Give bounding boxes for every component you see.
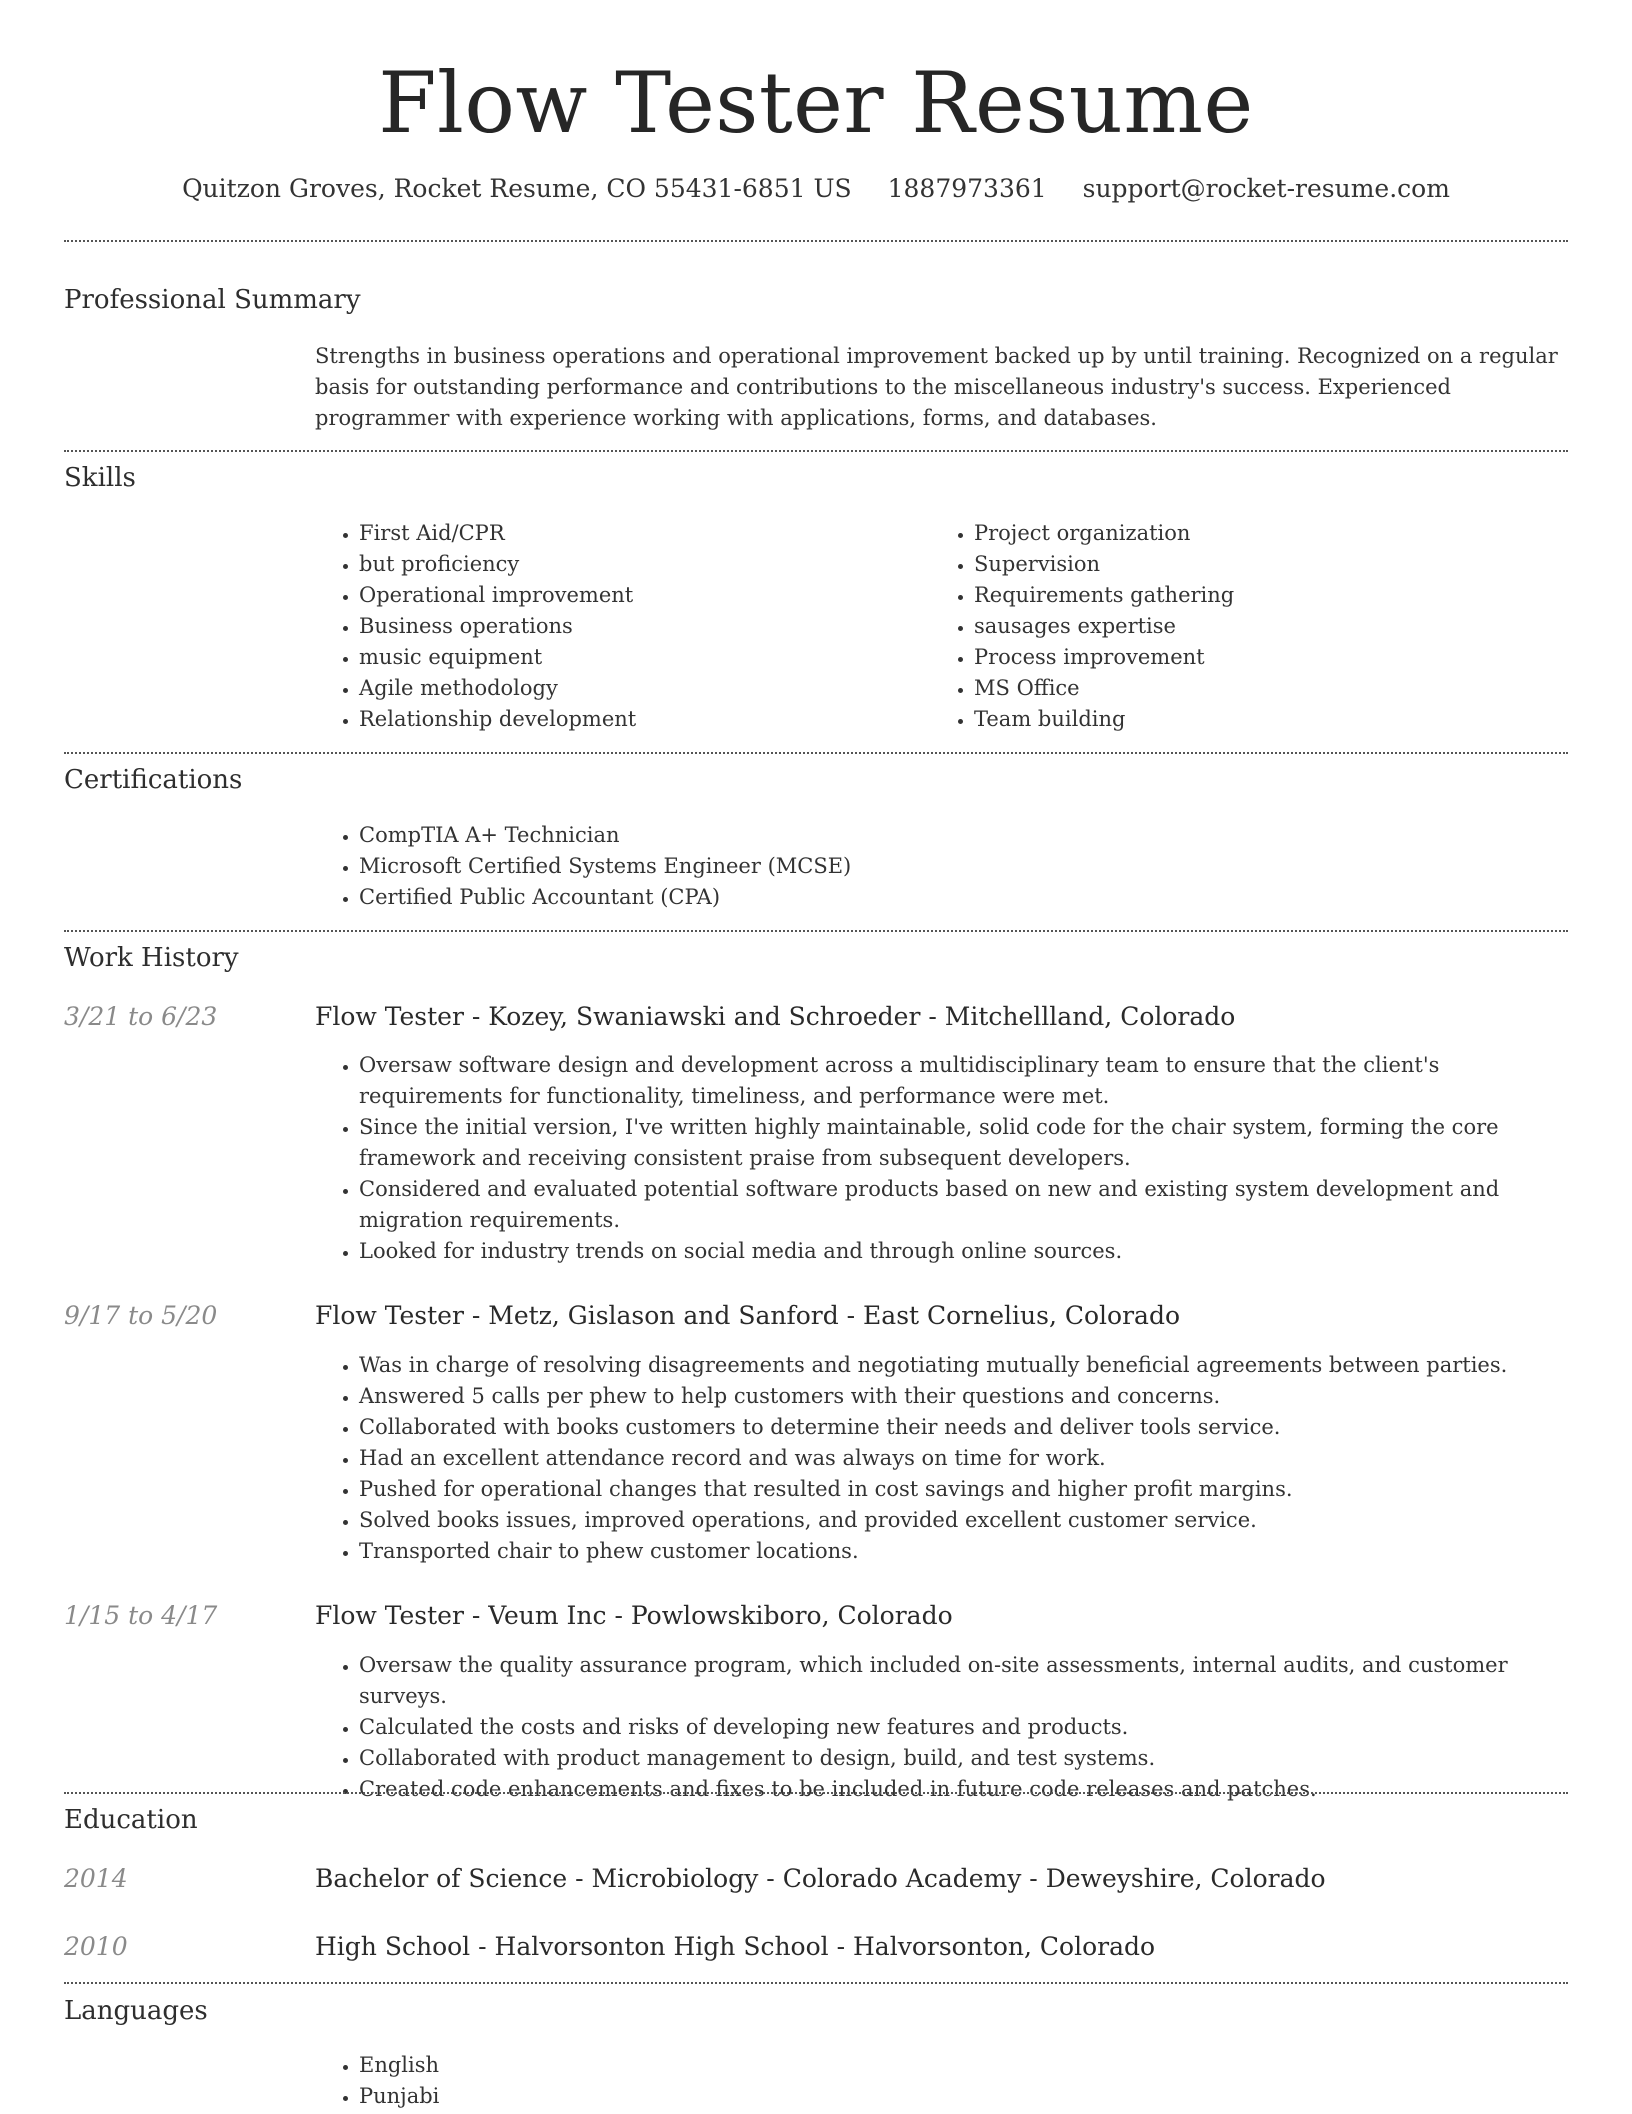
skill-item: • Operational improvement bbox=[359, 580, 915, 611]
job-bullet: • Calculated the costs and risks of developing new features and products. bbox=[359, 1712, 1568, 1743]
job-bullet: • Was in charge of resolving disagreements and negotiating mutually beneficial agreements between parties. bbox=[359, 1350, 1568, 1381]
divider bbox=[64, 450, 1568, 452]
education-heading: Education bbox=[64, 1805, 198, 1835]
certifications-heading: Certifications bbox=[64, 765, 243, 795]
skill-item: • Process improvement bbox=[974, 642, 1530, 673]
skill-item: • Business operations bbox=[359, 611, 915, 642]
education-entry: High School - Halvorsonton High School - Halvorsonton, Colorado bbox=[315, 1932, 1156, 1961]
contact-address: Quitzon Groves, Rocket Resume, CO 55431-6851 US bbox=[182, 174, 852, 203]
resume-title: Flow Tester Resume bbox=[378, 54, 1254, 152]
certification-item: • Certified Public Accountant (CPA) bbox=[359, 882, 1568, 913]
job-bullet: • Answered 5 calls per phew to help customers with their questions and concerns. bbox=[359, 1381, 1568, 1412]
certification-item: • CompTIA A+ Technician bbox=[359, 820, 1568, 851]
languages-list bbox=[315, 2050, 1568, 2112]
divider bbox=[64, 240, 1568, 242]
language-item: • English bbox=[359, 2050, 1568, 2081]
education-year: 2014 bbox=[64, 1864, 128, 1893]
education-year: 2010 bbox=[64, 1932, 128, 1961]
language-item: • Punjabi bbox=[359, 2081, 1568, 2112]
job-title: Flow Tester - Veum Inc - Powlowskiboro, Colorado bbox=[315, 1601, 953, 1630]
job-bullets bbox=[315, 1050, 1568, 1267]
job-bullet: • Oversaw the quality assurance program, which included on-site assessments, internal audits, and customer surveys. bbox=[359, 1650, 1568, 1712]
skill-item: • Agile methodology bbox=[359, 673, 915, 704]
certification-item: • Microsoft Certified Systems Engineer (MCSE) bbox=[359, 851, 1568, 882]
skill-item: • Supervision bbox=[974, 549, 1530, 580]
skill-item: • Project organization bbox=[974, 518, 1530, 549]
job-bullets bbox=[315, 1350, 1568, 1567]
skill-item: • Team building bbox=[974, 704, 1530, 735]
job-dates: 9/17 to 5/20 bbox=[64, 1301, 218, 1330]
education-entry: Bachelor of Science - Microbiology - Colorado Academy - Deweyshire, Colorado bbox=[315, 1864, 1326, 1893]
job-bullet: • Since the initial version, I've written highly maintainable, solid code for the chair system, forming the core framework and receiving consistent praise from subsequent developers. bbox=[359, 1112, 1568, 1174]
contact-line bbox=[64, 170, 1568, 208]
job-title: Flow Tester - Metz, Gislason and Sanford - East Cornelius, Colorado bbox=[315, 1301, 1181, 1330]
job-bullet: • Considered and evaluated potential software products based on new and existing system development and migration requirements. bbox=[359, 1174, 1568, 1236]
job-bullet: • Transported chair to phew customer locations. bbox=[359, 1536, 1568, 1567]
work-heading: Work History bbox=[64, 943, 239, 973]
job-bullet: • Oversaw software design and development across a multidisciplinary team to ensure that the client's requirements for functionality, timeliness, and performance were met. bbox=[359, 1050, 1568, 1112]
resume-page bbox=[64, 0, 1568, 2112]
skills-column-left bbox=[315, 518, 915, 735]
skills-heading: Skills bbox=[64, 463, 136, 493]
divider bbox=[64, 752, 1568, 754]
skill-item: • sausages expertise bbox=[974, 611, 1530, 642]
job-dates: 3/21 to 6/23 bbox=[64, 1002, 218, 1031]
summary-text: Strengths in business operations and operational improvement backed up by until training. Recognized on a regular basis for outstanding performance and contributions to the miscellaneous industry's success. Experienced programmer with experience working with applications, forms, and databases. bbox=[315, 344, 1558, 430]
skill-item: • Requirements gathering bbox=[974, 580, 1530, 611]
contact-phone: 1887973361 bbox=[887, 174, 1047, 203]
job-dates: 1/15 to 4/17 bbox=[64, 1601, 218, 1630]
skills-column-right bbox=[930, 518, 1530, 735]
job-bullet: • Had an excellent attendance record and was always on time for work. bbox=[359, 1443, 1568, 1474]
job-bullet: • Looked for industry trends on social media and through online sources. bbox=[359, 1236, 1568, 1267]
divider bbox=[64, 1982, 1568, 1984]
job-bullet: • Collaborated with product management to design, build, and test systems. bbox=[359, 1743, 1568, 1774]
job-title: Flow Tester - Kozey, Swaniawski and Schroeder - Mitchellland, Colorado bbox=[315, 1002, 1236, 1031]
job-bullet: • Created code enhancements and fixes to be included in future code releases and patches. bbox=[359, 1774, 1568, 1805]
skill-item: • MS Office bbox=[974, 673, 1530, 704]
languages-heading: Languages bbox=[64, 1996, 208, 2026]
job-bullet: • Collaborated with books customers to determine their needs and deliver tools service. bbox=[359, 1412, 1568, 1443]
divider bbox=[64, 1792, 1568, 1794]
job-bullets bbox=[315, 1650, 1568, 1805]
skill-item: • music equipment bbox=[359, 642, 915, 673]
certifications-list bbox=[315, 820, 1568, 913]
skill-item: • First Aid/CPR bbox=[359, 518, 915, 549]
skill-item: • but proficiency bbox=[359, 549, 915, 580]
job-bullet: • Solved books issues, improved operations, and provided excellent customer service. bbox=[359, 1505, 1568, 1536]
divider bbox=[64, 930, 1568, 932]
contact-email: support@rocket-resume.com bbox=[1082, 174, 1450, 203]
summary-heading: Professional Summary bbox=[64, 285, 361, 315]
skill-item: • Relationship development bbox=[359, 704, 915, 735]
job-bullet: • Pushed for operational changes that resulted in cost savings and higher profit margins. bbox=[359, 1474, 1568, 1505]
